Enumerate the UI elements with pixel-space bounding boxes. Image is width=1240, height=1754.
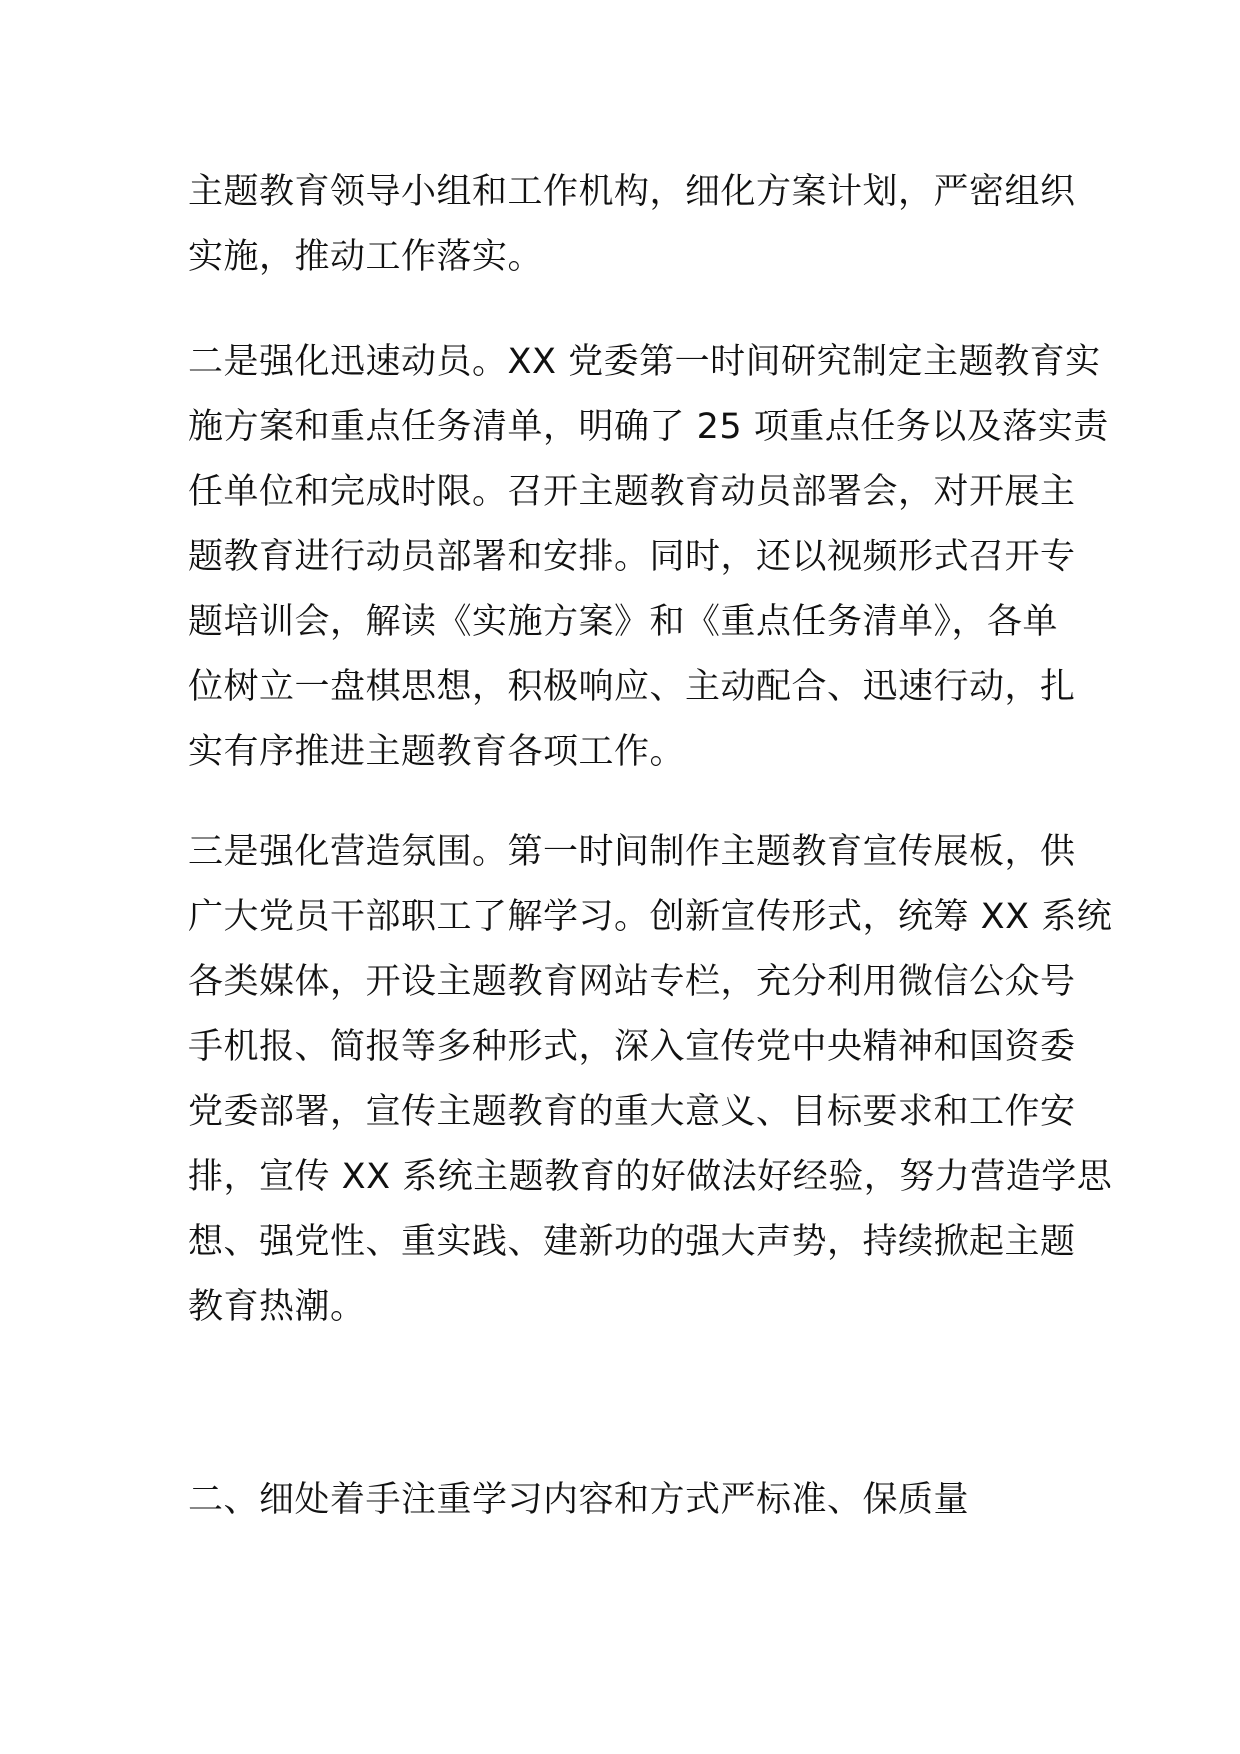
text-line: 题培训会，解读《实施方案》和《重点任务清单》，各单 bbox=[188, 602, 1059, 642]
text-line: 实施，推动工作落实。 bbox=[188, 237, 544, 277]
text-line: 实有序推进主题教育各项工作。 bbox=[188, 732, 686, 772]
text-line: 想、强党性、重实践、建新功的强大声势，持续掀起主题 bbox=[188, 1222, 1076, 1262]
text-line: 题教育进行动员部署和安排。同时，还以视频形式召开专 bbox=[188, 537, 1076, 577]
text-line: 二是强化迅速动员。XX 党委第一时间研究制定主题教育实 bbox=[188, 342, 1101, 382]
paragraph-mobilization bbox=[188, 330, 1109, 785]
text-line: 手机报、简报等多种形式，深入宣传党中央精神和国资委 bbox=[188, 1027, 1076, 1067]
text-line: 排，宣传 XX 系统主题教育的好做法好经验，努力营造学思 bbox=[188, 1157, 1113, 1197]
text-line: 广大党员干部职工了解学习。创新宣传形式，统筹 XX 系统 bbox=[188, 897, 1113, 937]
text-line: 任单位和完成时限。召开主题教育动员部署会，对开展主 bbox=[188, 472, 1076, 512]
text-line: 教育热潮。 bbox=[188, 1287, 366, 1327]
text-line: 主题教育领导小组和工作机构，细化方案计划，严密组织 bbox=[188, 172, 1076, 212]
text-line: 位树立一盘棋思想，积极响应、主动配合、迅速行动，扎 bbox=[188, 667, 1076, 707]
paragraph-continuation bbox=[188, 160, 1076, 290]
text-line: 各类媒体，开设主题教育网站专栏，充分利用微信公众号 bbox=[188, 962, 1076, 1002]
text-line: 施方案和重点任务清单，明确了 25 项重点任务以及落实责 bbox=[188, 407, 1109, 447]
text-line: 党委部署，宣传主题教育的重大意义、目标要求和工作安 bbox=[188, 1092, 1076, 1132]
text-line: 三是强化营造氛围。第一时间制作主题教育宣传展板，供 bbox=[188, 832, 1076, 872]
heading-line: 二、细处着手注重学习内容和方式严标准、保质量 bbox=[188, 1480, 970, 1520]
paragraph-atmosphere bbox=[188, 820, 1113, 1340]
section-heading bbox=[188, 1468, 1068, 1533]
